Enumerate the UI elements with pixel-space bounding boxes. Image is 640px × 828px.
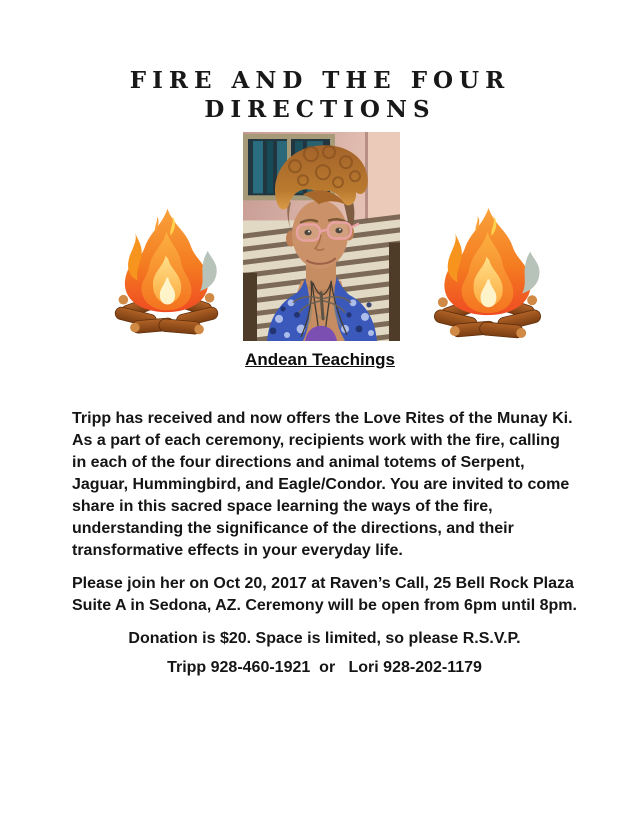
caption-andean-teachings: Andean Teachings — [245, 350, 395, 369]
flyer-title-line1: FIRE AND THE FOUR — [129, 67, 511, 94]
flyer-title-line2: DIRECTIONS — [204, 96, 436, 123]
paragraph-event-details: Please join her on Oct 20, 2017 at Raven’s Call, 25 Bell Rock Plaza Suite A in Sedona, AZ. Ceremony will be open from 6pm until 8pm. — [72, 575, 577, 614]
portrait-photo — [243, 132, 400, 341]
campfire-icon — [428, 201, 547, 342]
campfire-icon — [109, 201, 224, 339]
paragraph-description: Tripp has received and now offers the Love Rites of the Munay Ki. As a part of each ceremony, recipients work with the fire, calling in each of the four directions and animal totems of Serpent, Jaguar, Hummingbird, and Eagle/Condor. You are invited to come share in this sacred space learning the ways of the fire, understanding the significance of the directions, and their transformative effects in your everyday life. — [72, 410, 573, 559]
flyer-body — [72, 408, 577, 686]
donation-line: Donation is $20. Space is limited, so please R.S.V.P. — [128, 630, 521, 647]
contact-line: Tripp 928-460-1921 or Lori 928-202-1179 — [167, 659, 482, 676]
flyer-title — [0, 66, 640, 124]
